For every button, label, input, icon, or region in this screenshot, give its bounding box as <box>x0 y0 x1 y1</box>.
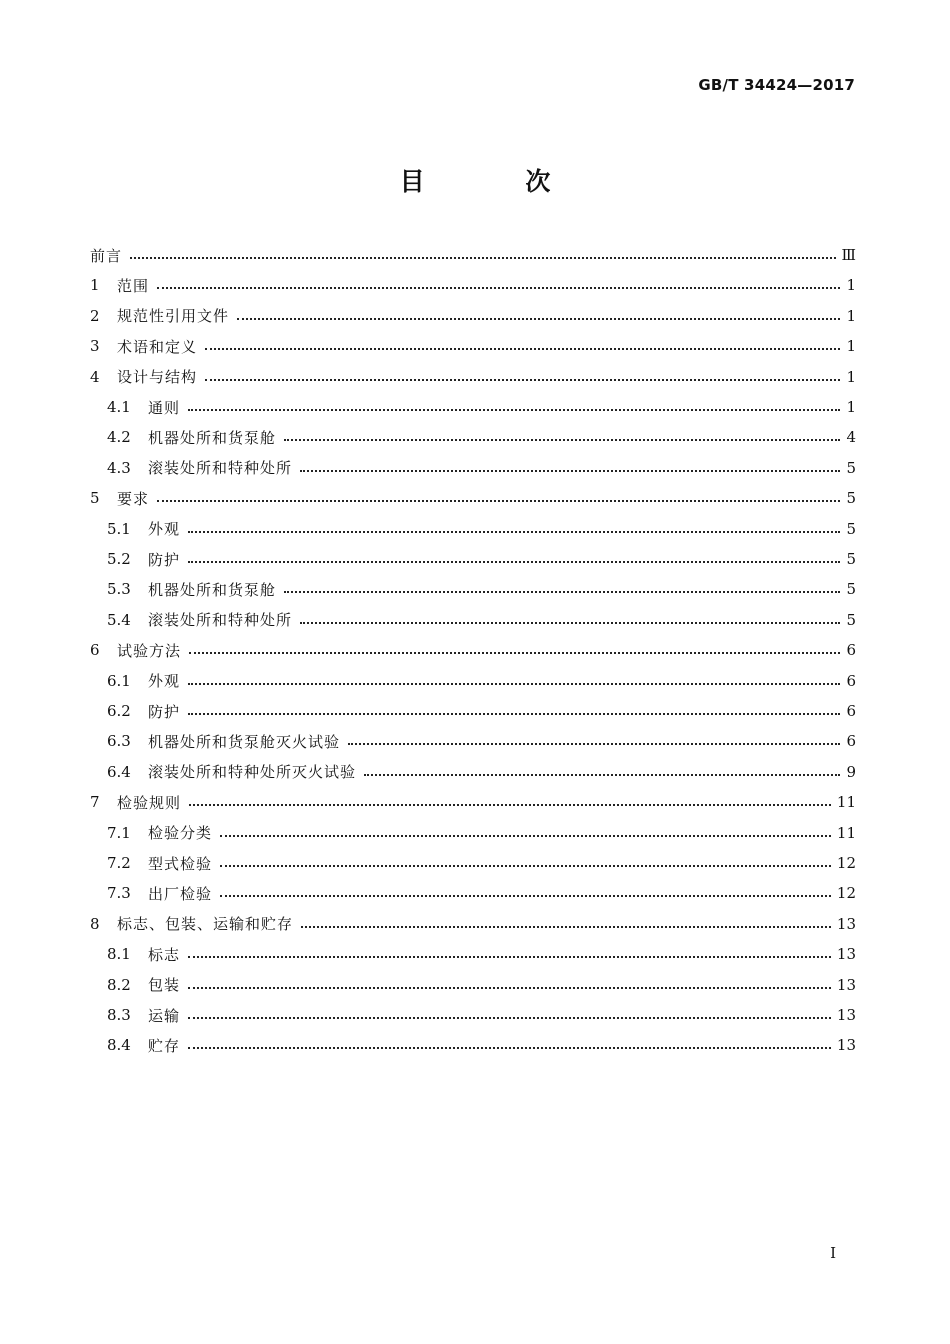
toc-dot-leader <box>188 987 831 989</box>
toc-entry-label: 出厂检验 <box>148 884 213 903</box>
toc-entry-label: 外观 <box>148 520 181 539</box>
toc-dot-leader <box>188 956 831 958</box>
toc-entry-4[interactable] <box>90 365 856 389</box>
toc-entry-number: 5.4 <box>107 610 131 629</box>
toc-entry-7-2[interactable] <box>107 851 856 875</box>
toc-entry-number: 4.2 <box>107 428 131 447</box>
toc-entry-label: 机器处所和货泵舱 <box>148 580 277 599</box>
toc-dot-leader <box>284 591 840 593</box>
toc-dot-leader <box>188 531 840 533</box>
toc-dot-leader <box>364 774 840 776</box>
toc-entry-label: 标志、包装、运输和贮存 <box>117 915 294 934</box>
toc-entry-8[interactable] <box>90 912 856 936</box>
toc-entry-label: 标志 <box>148 945 181 964</box>
toc-entry-number: 7 <box>90 793 100 812</box>
toc-entry-5-2[interactable] <box>107 547 856 571</box>
toc-entry-number: 6.3 <box>107 732 131 751</box>
toc-entry-number: 5 <box>90 489 100 508</box>
toc-dot-leader <box>205 348 840 350</box>
toc-entry-label: 滚装处所和特种处所灭火试验 <box>148 763 357 782</box>
toc-dot-leader <box>188 683 840 685</box>
toc-entry-page: 5 <box>846 458 856 477</box>
toc-entry-page: 6 <box>846 641 856 660</box>
toc-entry-page: 11 <box>836 823 856 842</box>
toc-dot-leader <box>157 500 840 502</box>
toc-dot-leader <box>188 1047 831 1049</box>
toc-entry-page: 5 <box>846 489 856 508</box>
toc-dot-leader <box>284 439 840 441</box>
toc-entry-page: 12 <box>836 854 856 872</box>
toc-entry-label: 运输 <box>148 1006 181 1025</box>
toc-entry-label: 包装 <box>148 976 181 995</box>
toc-entry-page: 6 <box>846 732 856 751</box>
toc-entry-label: 机器处所和货泵舱 <box>148 428 277 447</box>
toc-entry-5-4[interactable] <box>107 608 856 632</box>
toc-entry-8-4[interactable] <box>107 1033 856 1057</box>
toc-entry-label: 规范性引用文件 <box>117 307 230 326</box>
toc-entry-number: 5.2 <box>107 550 131 568</box>
toc-entry-7-3[interactable] <box>107 881 856 905</box>
toc-entry-page: 4 <box>846 428 856 447</box>
toc-entry-page: 11 <box>836 793 856 812</box>
toc-entry-7-1[interactable] <box>107 821 856 845</box>
page-title: 目 次 <box>399 167 597 196</box>
standard-number: GB/T 34424—2017 <box>698 76 855 94</box>
toc-dot-leader <box>188 561 840 563</box>
toc-entry-number: 2 <box>90 306 100 325</box>
toc-entry-4-2[interactable] <box>107 425 856 449</box>
toc-entry-number: 4.1 <box>107 398 131 416</box>
toc-entry-8-2[interactable] <box>107 973 856 997</box>
toc-entry-page: 5 <box>846 519 856 538</box>
toc-entry-page: 1 <box>846 367 856 386</box>
toc-entry-3[interactable] <box>90 334 856 358</box>
toc-entry-page: 12 <box>836 884 856 903</box>
toc-entry-page: 13 <box>836 1006 856 1024</box>
toc-entry-page: 6 <box>846 702 856 720</box>
toc-entry-4-3[interactable] <box>107 456 856 480</box>
toc-entry-number: 8.3 <box>107 1006 131 1024</box>
toc-dot-leader <box>130 257 836 259</box>
toc-entry-page: 13 <box>836 975 856 994</box>
toc-entry-number: 7.3 <box>107 884 131 903</box>
toc-dot-leader <box>188 409 840 411</box>
toc-entry-number: 3 <box>90 337 100 356</box>
toc-entry-4-1[interactable] <box>107 395 856 419</box>
toc-entry-page: 5 <box>846 610 856 629</box>
toc-entry-page: 1 <box>846 306 856 325</box>
toc-entry-number: 6.1 <box>107 671 131 690</box>
toc-entry-number: 6.4 <box>107 762 131 781</box>
toc-entry-number: 6.2 <box>107 702 131 720</box>
toc-dot-leader <box>188 713 840 715</box>
toc-dot-leader <box>301 926 831 928</box>
toc-entry-label: 防护 <box>148 702 181 721</box>
toc-entry-number: 8 <box>90 914 100 933</box>
toc-entry-number: 6 <box>90 641 100 660</box>
toc-dot-leader <box>348 743 840 745</box>
toc-entry-6[interactable] <box>90 638 856 662</box>
toc-entry-page: 1 <box>846 398 856 416</box>
toc-entry-preface[interactable] <box>90 243 856 267</box>
toc-entry-page: 13 <box>836 914 856 933</box>
toc-entry-number: 8.1 <box>107 945 131 964</box>
toc-dot-leader <box>189 652 840 654</box>
toc-entry-6-1[interactable] <box>107 669 856 693</box>
toc-entry-label: 术语和定义 <box>117 337 198 356</box>
toc-entry-label: 检验分类 <box>148 824 213 843</box>
toc-dot-leader <box>220 835 831 837</box>
toc-entry-label: 检验规则 <box>117 793 182 812</box>
toc-entry-number: 4.3 <box>107 458 131 477</box>
toc-entry-6-2[interactable] <box>107 699 856 723</box>
toc-entry-8-1[interactable] <box>107 942 856 966</box>
toc-entry-5[interactable] <box>90 486 856 510</box>
toc-entry-label: 型式检验 <box>148 854 213 873</box>
toc-dot-leader <box>237 318 840 320</box>
toc-entry-label: 机器处所和货泵舱灭火试验 <box>148 732 341 751</box>
toc-entry-label: 贮存 <box>148 1036 181 1055</box>
toc-entry-7[interactable] <box>90 790 856 814</box>
toc-entry-1[interactable] <box>90 273 856 297</box>
toc-entry-number: 8.2 <box>107 975 131 994</box>
toc-entry-number: 5.3 <box>107 580 131 599</box>
toc-entry-page: 5 <box>846 580 856 599</box>
toc-entry-page: 9 <box>846 762 856 781</box>
toc-entry-page: 1 <box>846 337 856 356</box>
toc-dot-leader <box>157 287 840 289</box>
toc-dot-leader <box>188 1017 831 1019</box>
toc-entry-page: 13 <box>836 1036 856 1055</box>
toc-entry-6-4[interactable] <box>107 760 856 784</box>
toc-entry-label: 滚装处所和特种处所 <box>148 459 293 478</box>
toc-entry-number: 7.2 <box>107 854 131 872</box>
toc-entry-page: Ⅲ <box>841 246 856 264</box>
toc-entry-label: 设计与结构 <box>117 368 198 387</box>
toc-dot-leader <box>205 379 840 381</box>
toc-entry-8-3[interactable] <box>107 1003 856 1027</box>
toc-entry-label: 防护 <box>148 550 181 569</box>
toc-entry-number: 5.1 <box>107 519 131 538</box>
toc-entry-page: 5 <box>846 550 856 568</box>
toc-entry-number: 8.4 <box>107 1036 131 1055</box>
toc-entry-number: 1 <box>90 276 100 295</box>
toc-entry-5-3[interactable] <box>107 577 856 601</box>
toc-entry-label: 范围 <box>117 276 150 295</box>
toc-dot-leader <box>300 470 840 472</box>
toc-entry-page: 1 <box>846 276 856 295</box>
toc-entry-label: 前言 <box>90 246 123 265</box>
toc-entry-label: 滚装处所和特种处所 <box>148 611 293 630</box>
toc-dot-leader <box>220 895 831 897</box>
toc-entry-number: 7.1 <box>107 823 131 842</box>
toc-entry-5-1[interactable] <box>107 517 856 541</box>
toc-entry-2[interactable] <box>90 304 856 328</box>
toc-entry-number: 4 <box>90 367 100 386</box>
toc-entry-6-3[interactable] <box>107 729 856 753</box>
toc-entry-label: 试验方法 <box>117 641 182 660</box>
toc-entry-label: 要求 <box>117 489 150 508</box>
toc-dot-leader <box>300 622 840 624</box>
toc-entry-label: 外观 <box>148 672 181 691</box>
toc-dot-leader <box>220 865 831 867</box>
toc-dot-leader <box>189 804 831 806</box>
toc-entry-label: 通则 <box>148 398 181 417</box>
toc-entry-page: 6 <box>846 671 856 690</box>
toc-entry-page: 13 <box>836 945 856 964</box>
page-number: I <box>830 1244 836 1262</box>
